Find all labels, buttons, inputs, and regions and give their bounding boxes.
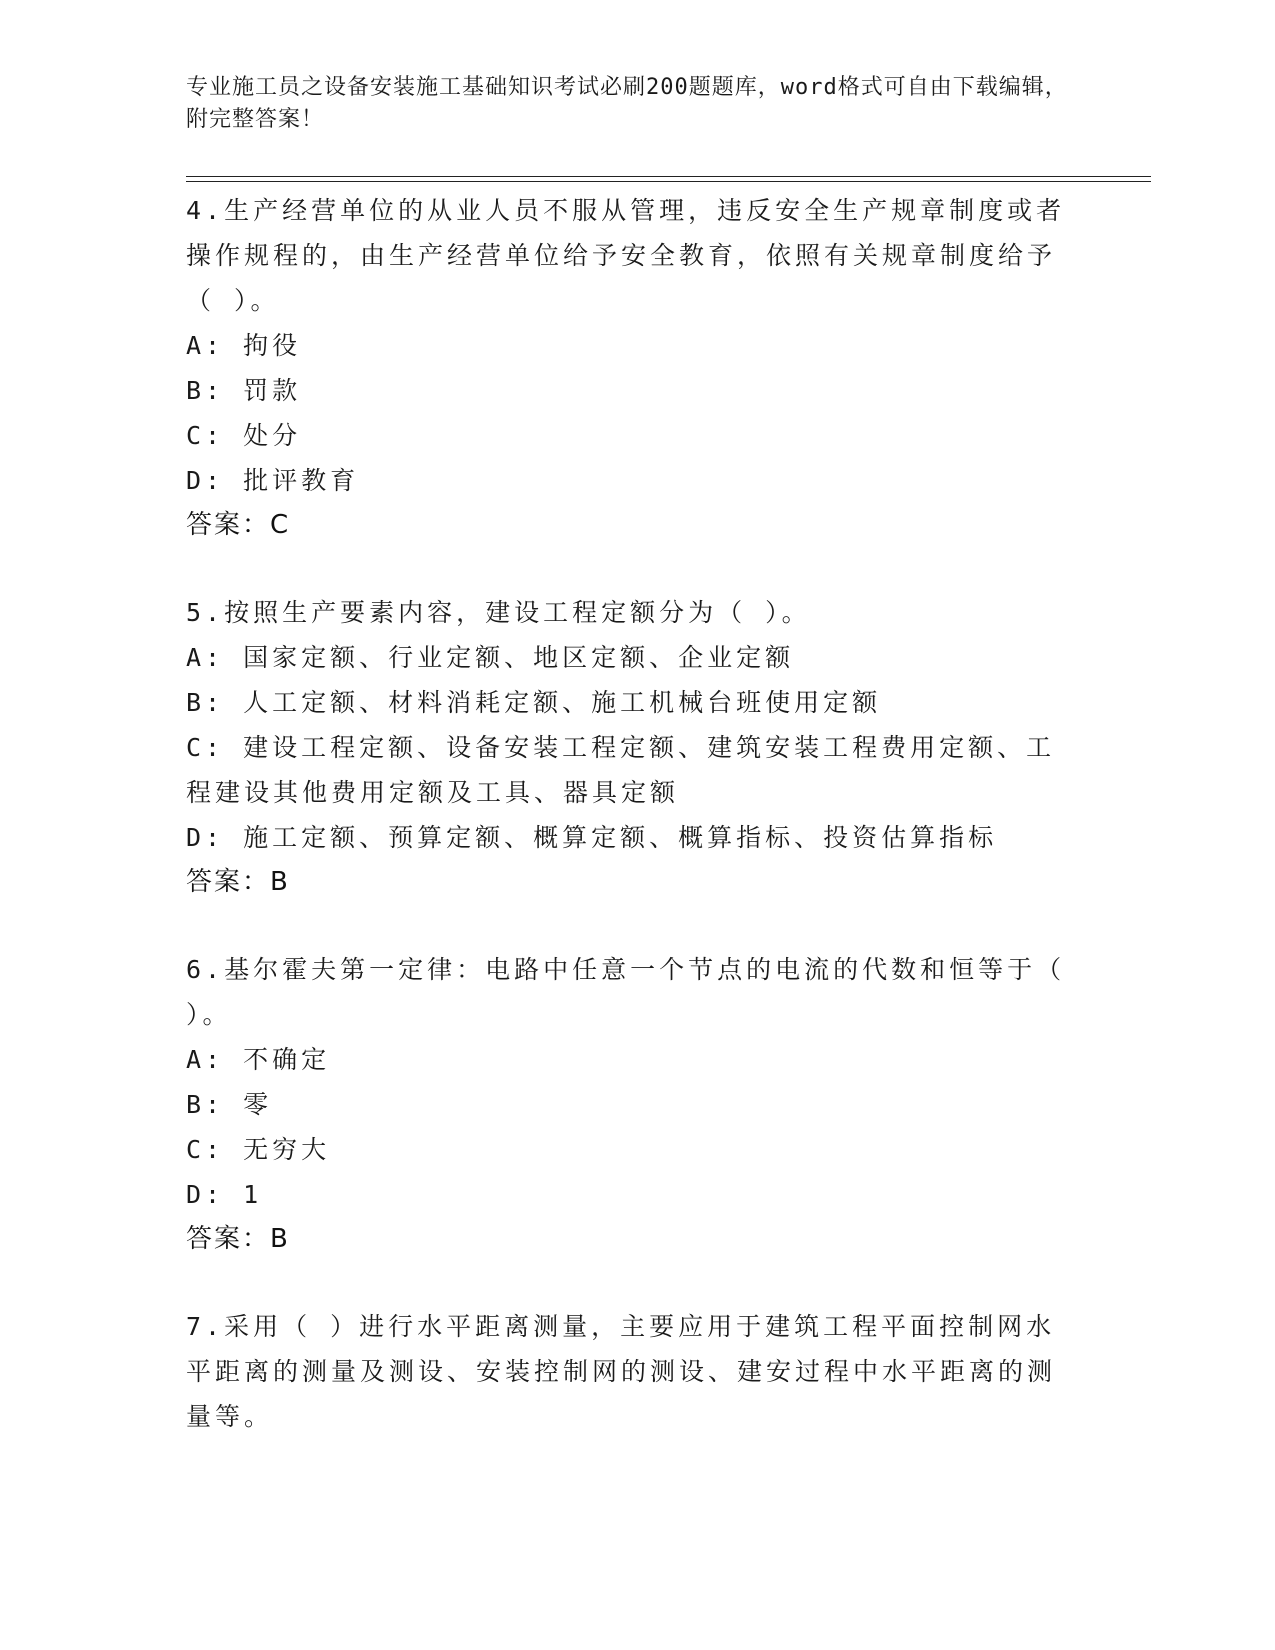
- header-rule-top: [186, 176, 1151, 177]
- option-c: C: 无穷大: [186, 1135, 331, 1164]
- question-stem: 7.采用（ ）进行水平距离测量，主要应用于建筑工程平面控制网水平距离的测量及测设、安装控制网的测设、建安过程中水平距离的测量等。: [186, 1312, 1057, 1431]
- question-7: [186, 1304, 1066, 1439]
- option-a: A: 不确定: [186, 1045, 331, 1074]
- answer-line: 答案：B: [186, 867, 290, 897]
- document-header: 专业施工员之设备安装施工基础知识考试必刷200题题库，word格式可自由下载编辑，附完整答案！: [186, 75, 1068, 132]
- option-b: B: 罚款: [186, 376, 302, 405]
- answer-line: 答案：C: [186, 510, 291, 540]
- option-d: D: 施工定额、预算定额、概算定额、概算指标、投资估算指标: [186, 823, 998, 852]
- option-b: B: 零: [186, 1090, 273, 1119]
- option-a: A: 国家定额、行业定额、地区定额、企业定额: [186, 643, 795, 672]
- option-d: D: 1: [186, 1180, 263, 1209]
- question-list: [186, 188, 1066, 1481]
- question-4: [186, 188, 1066, 548]
- option-c: C: 建设工程定额、设备安装工程定额、建筑安装工程费用定额、工程建设其他费用定额及工具、器具定额: [186, 733, 1056, 807]
- question-stem: 6.基尔霍夫第一定律：电路中任意一个节点的电流的代数和恒等于（ ）。: [186, 955, 1066, 1029]
- question-stem: 5.按照生产要素内容，建设工程定额分为（ ）。: [186, 598, 811, 627]
- question-6: [186, 947, 1066, 1262]
- question-stem: 4.生产经营单位的从业人员不服从管理，违反安全生产规章制度或者操作规程的，由生产经营单位给予安全教育，依照有关规章制度给予（ ）。: [186, 196, 1066, 315]
- option-c: C: 处分: [186, 421, 302, 450]
- option-a: A: 拘役: [186, 331, 302, 360]
- question-5: [186, 590, 1066, 905]
- answer-line: 答案：B: [186, 1224, 290, 1254]
- option-d: D: 批评教育: [186, 466, 360, 495]
- header-rule-bottom: [186, 181, 1151, 182]
- option-b: B: 人工定额、材料消耗定额、施工机械台班使用定额: [186, 688, 882, 717]
